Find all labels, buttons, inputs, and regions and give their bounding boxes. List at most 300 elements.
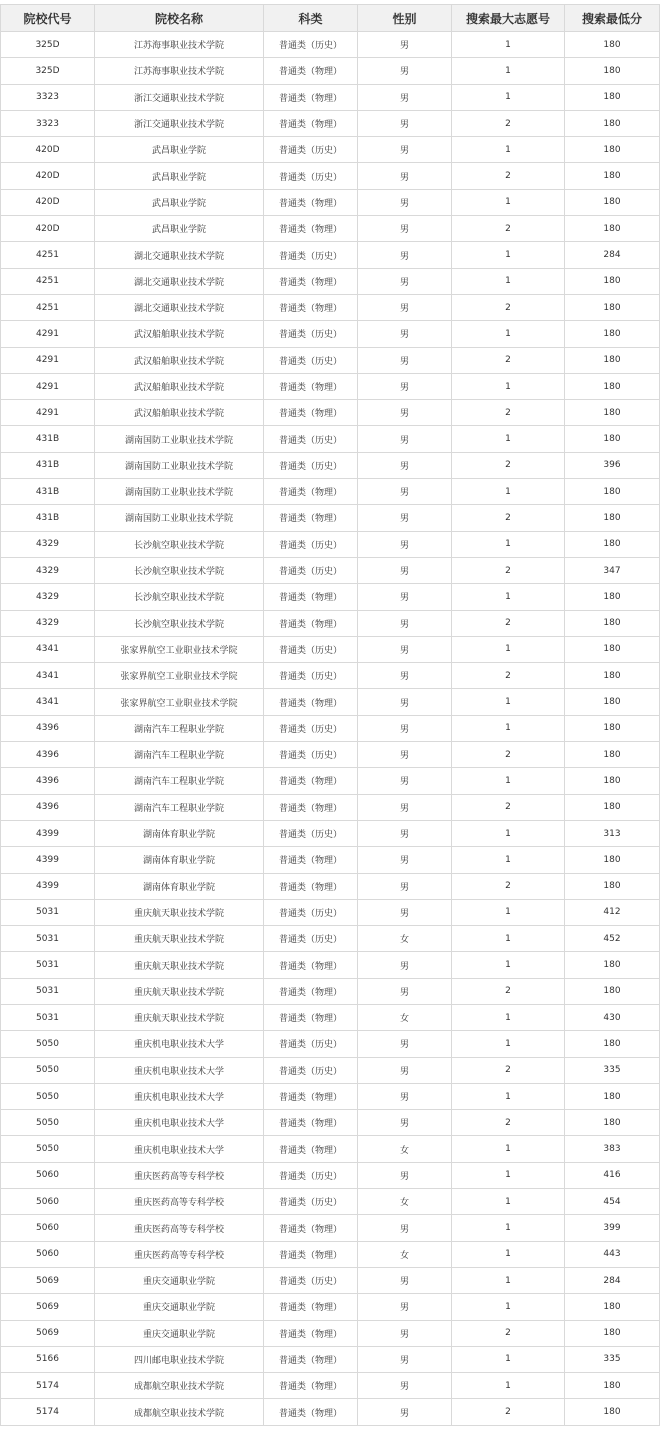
school-name-cell: 湖南国防工业职业技术学院	[95, 426, 264, 452]
gender-cell: 男	[358, 899, 452, 925]
table-header	[1, 5, 660, 32]
subject-category-cell: 普通类（历史）	[264, 663, 358, 689]
min-score-cell: 180	[565, 189, 660, 215]
school-code-cell: 3323	[1, 110, 95, 136]
subject-category-cell: 普通类（历史）	[264, 926, 358, 952]
min-score-cell: 399	[565, 1215, 660, 1241]
school-code-cell: 4329	[1, 584, 95, 610]
school-name-cell: 武汉船舶职业技术学院	[95, 400, 264, 426]
subject-category-cell: 普通类（历史）	[264, 715, 358, 741]
school-name-cell: 重庆机电职业技术大学	[95, 1136, 264, 1162]
table-row	[1, 847, 660, 873]
table-row	[1, 1083, 660, 1109]
gender-cell: 女	[358, 926, 452, 952]
table-body	[1, 32, 660, 1426]
school-code-cell: 5031	[1, 899, 95, 925]
gender-cell: 男	[358, 400, 452, 426]
gender-cell: 男	[358, 742, 452, 768]
gender-cell: 男	[358, 321, 452, 347]
school-name-cell: 张家界航空工业职业技术学院	[95, 689, 264, 715]
max-preference-number-cell: 1	[452, 1031, 565, 1057]
gender-cell: 男	[358, 1346, 452, 1372]
gender-cell: 女	[358, 1004, 452, 1030]
table-row	[1, 978, 660, 1004]
min-score-cell: 180	[565, 110, 660, 136]
school-name-cell: 重庆医药高等专科学校	[95, 1189, 264, 1215]
table-row	[1, 1267, 660, 1293]
max-preference-number-cell: 2	[452, 742, 565, 768]
max-preference-number-cell: 2	[452, 216, 565, 242]
gender-cell: 男	[358, 873, 452, 899]
subject-category-cell: 普通类（历史）	[264, 242, 358, 268]
max-preference-number-cell: 1	[452, 84, 565, 110]
subject-category-cell: 普通类（物理）	[264, 689, 358, 715]
gender-cell: 男	[358, 1320, 452, 1346]
min-score-cell: 180	[565, 689, 660, 715]
subject-category-cell: 普通类（历史）	[264, 137, 358, 163]
max-preference-number-cell: 1	[452, 1004, 565, 1030]
max-preference-number-cell: 1	[452, 1241, 565, 1267]
header-gender: 性别	[358, 5, 452, 32]
school-code-cell: 5050	[1, 1057, 95, 1083]
table-row	[1, 926, 660, 952]
subject-category-cell: 普通类（物理）	[264, 584, 358, 610]
max-preference-number-cell: 1	[452, 189, 565, 215]
table-row	[1, 1110, 660, 1136]
subject-category-cell: 普通类（物理）	[264, 373, 358, 399]
subject-category-cell: 普通类（物理）	[264, 1373, 358, 1399]
school-name-cell: 浙江交通职业技术学院	[95, 84, 264, 110]
min-score-cell: 180	[565, 663, 660, 689]
table-row	[1, 663, 660, 689]
min-score-cell: 180	[565, 1031, 660, 1057]
gender-cell: 男	[358, 847, 452, 873]
subject-category-cell: 普通类（历史）	[264, 163, 358, 189]
school-code-cell: 5050	[1, 1136, 95, 1162]
school-code-cell: 4329	[1, 557, 95, 583]
table-row	[1, 768, 660, 794]
table-row	[1, 373, 660, 399]
table-row	[1, 32, 660, 58]
header-row	[1, 5, 660, 32]
max-preference-number-cell: 2	[452, 978, 565, 1004]
gender-cell: 男	[358, 242, 452, 268]
school-code-cell: 4291	[1, 347, 95, 373]
school-name-cell: 湖北交通职业技术学院	[95, 242, 264, 268]
table-row	[1, 58, 660, 84]
max-preference-number-cell: 1	[452, 820, 565, 846]
gender-cell: 男	[358, 84, 452, 110]
school-code-cell: 4251	[1, 268, 95, 294]
school-code-cell: 5174	[1, 1373, 95, 1399]
max-preference-number-cell: 1	[452, 899, 565, 925]
min-score-cell: 180	[565, 1373, 660, 1399]
school-name-cell: 重庆机电职业技术大学	[95, 1057, 264, 1083]
school-code-cell: 4251	[1, 242, 95, 268]
max-preference-number-cell: 2	[452, 1110, 565, 1136]
subject-category-cell: 普通类（历史）	[264, 820, 358, 846]
table-row	[1, 1162, 660, 1188]
min-score-cell: 180	[565, 610, 660, 636]
school-name-cell: 江苏海事职业技术学院	[95, 58, 264, 84]
min-score-cell: 335	[565, 1346, 660, 1372]
school-name-cell: 重庆航天职业技术学院	[95, 899, 264, 925]
subject-category-cell: 普通类（物理）	[264, 400, 358, 426]
subject-category-cell: 普通类（历史）	[264, 452, 358, 478]
school-code-cell: 4341	[1, 663, 95, 689]
gender-cell: 男	[358, 820, 452, 846]
gender-cell: 男	[358, 137, 452, 163]
school-name-cell: 湖南国防工业职业技术学院	[95, 452, 264, 478]
gender-cell: 男	[358, 294, 452, 320]
table-row	[1, 1241, 660, 1267]
max-preference-number-cell: 2	[452, 294, 565, 320]
table-row	[1, 557, 660, 583]
gender-cell: 男	[358, 1215, 452, 1241]
max-preference-number-cell: 1	[452, 584, 565, 610]
school-name-cell: 重庆机电职业技术大学	[95, 1031, 264, 1057]
min-score-cell: 180	[565, 1294, 660, 1320]
school-code-cell: 4399	[1, 820, 95, 846]
min-score-cell: 180	[565, 768, 660, 794]
table-row	[1, 505, 660, 531]
subject-category-cell: 普通类（物理）	[264, 873, 358, 899]
max-preference-number-cell: 2	[452, 663, 565, 689]
school-name-cell: 武汉船舶职业技术学院	[95, 321, 264, 347]
admission-table	[0, 4, 660, 1426]
school-name-cell: 湖南国防工业职业技术学院	[95, 479, 264, 505]
subject-category-cell: 普通类（物理）	[264, 978, 358, 1004]
school-name-cell: 长沙航空职业技术学院	[95, 557, 264, 583]
table-row	[1, 873, 660, 899]
gender-cell: 男	[358, 794, 452, 820]
min-score-cell: 180	[565, 426, 660, 452]
school-name-cell: 湖南国防工业职业技术学院	[95, 505, 264, 531]
subject-category-cell: 普通类（历史）	[264, 1267, 358, 1293]
school-name-cell: 武昌职业学院	[95, 189, 264, 215]
school-name-cell: 湖南体育职业学院	[95, 873, 264, 899]
max-preference-number-cell: 1	[452, 1189, 565, 1215]
max-preference-number-cell: 2	[452, 557, 565, 583]
max-preference-number-cell: 1	[452, 715, 565, 741]
school-code-cell: 4329	[1, 610, 95, 636]
school-name-cell: 重庆医药高等专科学校	[95, 1162, 264, 1188]
max-preference-number-cell: 1	[452, 768, 565, 794]
subject-category-cell: 普通类（历史）	[264, 1189, 358, 1215]
school-name-cell: 湖南汽车工程职业学院	[95, 742, 264, 768]
gender-cell: 男	[358, 952, 452, 978]
table-row	[1, 1004, 660, 1030]
gender-cell: 男	[358, 689, 452, 715]
school-name-cell: 湖北交通职业技术学院	[95, 294, 264, 320]
gender-cell: 男	[358, 531, 452, 557]
gender-cell: 男	[358, 426, 452, 452]
table-row	[1, 742, 660, 768]
min-score-cell: 180	[565, 347, 660, 373]
table-row	[1, 1215, 660, 1241]
max-preference-number-cell: 1	[452, 1294, 565, 1320]
subject-category-cell: 普通类（物理）	[264, 216, 358, 242]
table-row	[1, 137, 660, 163]
gender-cell: 男	[358, 1373, 452, 1399]
gender-cell: 男	[358, 557, 452, 583]
min-score-cell: 180	[565, 84, 660, 110]
school-code-cell: 431B	[1, 479, 95, 505]
min-score-cell: 180	[565, 1399, 660, 1425]
school-name-cell: 长沙航空职业技术学院	[95, 531, 264, 557]
school-code-cell: 4396	[1, 742, 95, 768]
school-code-cell: 5031	[1, 978, 95, 1004]
gender-cell: 男	[358, 1083, 452, 1109]
subject-category-cell: 普通类（物理）	[264, 794, 358, 820]
table-row	[1, 715, 660, 741]
school-code-cell: 5069	[1, 1294, 95, 1320]
table-row	[1, 1136, 660, 1162]
subject-category-cell: 普通类（物理）	[264, 1294, 358, 1320]
header-min-score: 搜索最低分	[565, 5, 660, 32]
subject-category-cell: 普通类（物理）	[264, 1136, 358, 1162]
table-row	[1, 794, 660, 820]
school-code-cell: 4396	[1, 768, 95, 794]
subject-category-cell: 普通类（物理）	[264, 768, 358, 794]
min-score-cell: 180	[565, 479, 660, 505]
school-code-cell: 5031	[1, 926, 95, 952]
subject-category-cell: 普通类（历史）	[264, 636, 358, 662]
subject-category-cell: 普通类（历史）	[264, 742, 358, 768]
school-name-cell: 成都航空职业技术学院	[95, 1399, 264, 1425]
min-score-cell: 383	[565, 1136, 660, 1162]
max-preference-number-cell: 1	[452, 1267, 565, 1293]
table-row	[1, 1031, 660, 1057]
max-preference-number-cell: 1	[452, 689, 565, 715]
table-row	[1, 1189, 660, 1215]
subject-category-cell: 普通类（物理）	[264, 952, 358, 978]
school-name-cell: 湖南体育职业学院	[95, 847, 264, 873]
school-code-cell: 325D	[1, 32, 95, 58]
school-code-cell: 4399	[1, 847, 95, 873]
min-score-cell: 180	[565, 321, 660, 347]
header-max-preference-number: 搜索最大志愿号	[452, 5, 565, 32]
max-preference-number-cell: 1	[452, 1346, 565, 1372]
subject-category-cell: 普通类（物理）	[264, 1004, 358, 1030]
school-code-cell: 5031	[1, 952, 95, 978]
gender-cell: 男	[358, 978, 452, 1004]
gender-cell: 男	[358, 663, 452, 689]
subject-category-cell: 普通类（物理）	[264, 1083, 358, 1109]
min-score-cell: 412	[565, 899, 660, 925]
table-row	[1, 1399, 660, 1425]
school-name-cell: 重庆医药高等专科学校	[95, 1241, 264, 1267]
school-name-cell: 重庆机电职业技术大学	[95, 1083, 264, 1109]
max-preference-number-cell: 1	[452, 1373, 565, 1399]
table-row	[1, 110, 660, 136]
min-score-cell: 180	[565, 978, 660, 1004]
min-score-cell: 180	[565, 794, 660, 820]
school-name-cell: 武汉船舶职业技术学院	[95, 373, 264, 399]
max-preference-number-cell: 1	[452, 373, 565, 399]
max-preference-number-cell: 2	[452, 400, 565, 426]
school-code-cell: 4329	[1, 531, 95, 557]
gender-cell: 男	[358, 636, 452, 662]
school-code-cell: 5060	[1, 1162, 95, 1188]
gender-cell: 男	[358, 1399, 452, 1425]
subject-category-cell: 普通类（物理）	[264, 505, 358, 531]
min-score-cell: 180	[565, 952, 660, 978]
max-preference-number-cell: 2	[452, 1399, 565, 1425]
school-code-cell: 3323	[1, 84, 95, 110]
max-preference-number-cell: 2	[452, 110, 565, 136]
min-score-cell: 335	[565, 1057, 660, 1083]
max-preference-number-cell: 2	[452, 452, 565, 478]
table-row	[1, 294, 660, 320]
table-row	[1, 216, 660, 242]
max-preference-number-cell: 1	[452, 1136, 565, 1162]
subject-category-cell: 普通类（物理）	[264, 847, 358, 873]
school-name-cell: 重庆交通职业学院	[95, 1294, 264, 1320]
school-code-cell: 4291	[1, 400, 95, 426]
min-score-cell: 180	[565, 373, 660, 399]
gender-cell: 男	[358, 452, 452, 478]
gender-cell: 男	[358, 32, 452, 58]
school-code-cell: 5069	[1, 1320, 95, 1346]
school-name-cell: 成都航空职业技术学院	[95, 1373, 264, 1399]
subject-category-cell: 普通类（历史）	[264, 426, 358, 452]
max-preference-number-cell: 1	[452, 32, 565, 58]
max-preference-number-cell: 1	[452, 321, 565, 347]
subject-category-cell: 普通类（物理）	[264, 189, 358, 215]
max-preference-number-cell: 1	[452, 1083, 565, 1109]
min-score-cell: 180	[565, 847, 660, 873]
school-code-cell: 5174	[1, 1399, 95, 1425]
table-row	[1, 584, 660, 610]
min-score-cell: 180	[565, 873, 660, 899]
gender-cell: 女	[358, 1241, 452, 1267]
min-score-cell: 180	[565, 137, 660, 163]
min-score-cell: 454	[565, 1189, 660, 1215]
max-preference-number-cell: 1	[452, 531, 565, 557]
subject-category-cell: 普通类（历史）	[264, 347, 358, 373]
school-name-cell: 长沙航空职业技术学院	[95, 610, 264, 636]
gender-cell: 男	[358, 610, 452, 636]
school-name-cell: 张家界航空工业职业技术学院	[95, 663, 264, 689]
min-score-cell: 180	[565, 1083, 660, 1109]
table-row	[1, 689, 660, 715]
subject-category-cell: 普通类（历史）	[264, 1162, 358, 1188]
subject-category-cell: 普通类（物理）	[264, 268, 358, 294]
table-row	[1, 1057, 660, 1083]
min-score-cell: 180	[565, 1110, 660, 1136]
max-preference-number-cell: 1	[452, 268, 565, 294]
school-name-cell: 湖南汽车工程职业学院	[95, 715, 264, 741]
school-code-cell: 5050	[1, 1083, 95, 1109]
header-school-code: 院校代号	[1, 5, 95, 32]
table-row	[1, 163, 660, 189]
gender-cell: 男	[358, 715, 452, 741]
school-name-cell: 重庆机电职业技术大学	[95, 1110, 264, 1136]
table-row	[1, 1320, 660, 1346]
table-row	[1, 479, 660, 505]
school-code-cell: 5060	[1, 1215, 95, 1241]
table-row	[1, 820, 660, 846]
school-name-cell: 长沙航空职业技术学院	[95, 584, 264, 610]
table-row	[1, 400, 660, 426]
subject-category-cell: 普通类（物理）	[264, 1399, 358, 1425]
max-preference-number-cell: 1	[452, 1162, 565, 1188]
table-row	[1, 268, 660, 294]
gender-cell: 男	[358, 110, 452, 136]
min-score-cell: 396	[565, 452, 660, 478]
school-name-cell: 武昌职业学院	[95, 216, 264, 242]
header-school-name: 院校名称	[95, 5, 264, 32]
min-score-cell: 416	[565, 1162, 660, 1188]
table-row	[1, 1346, 660, 1372]
max-preference-number-cell: 2	[452, 163, 565, 189]
max-preference-number-cell: 1	[452, 952, 565, 978]
school-name-cell: 湖南汽车工程职业学院	[95, 768, 264, 794]
school-name-cell: 浙江交通职业技术学院	[95, 110, 264, 136]
school-code-cell: 325D	[1, 58, 95, 84]
subject-category-cell: 普通类（历史）	[264, 899, 358, 925]
school-name-cell: 重庆航天职业技术学院	[95, 978, 264, 1004]
school-name-cell: 武汉船舶职业技术学院	[95, 347, 264, 373]
min-score-cell: 347	[565, 557, 660, 583]
min-score-cell: 443	[565, 1241, 660, 1267]
school-name-cell: 武昌职业学院	[95, 137, 264, 163]
max-preference-number-cell: 2	[452, 1057, 565, 1083]
school-code-cell: 5050	[1, 1110, 95, 1136]
school-code-cell: 4291	[1, 373, 95, 399]
gender-cell: 男	[358, 373, 452, 399]
school-code-cell: 420D	[1, 163, 95, 189]
max-preference-number-cell: 1	[452, 242, 565, 268]
table-row	[1, 1373, 660, 1399]
table-row	[1, 242, 660, 268]
max-preference-number-cell: 2	[452, 610, 565, 636]
gender-cell: 男	[358, 768, 452, 794]
gender-cell: 男	[358, 1294, 452, 1320]
min-score-cell: 180	[565, 584, 660, 610]
subject-category-cell: 普通类（物理）	[264, 294, 358, 320]
subject-category-cell: 普通类（历史）	[264, 321, 358, 347]
min-score-cell: 180	[565, 268, 660, 294]
subject-category-cell: 普通类（物理）	[264, 84, 358, 110]
subject-category-cell: 普通类（物理）	[264, 610, 358, 636]
table-row	[1, 189, 660, 215]
school-name-cell: 重庆航天职业技术学院	[95, 1004, 264, 1030]
min-score-cell: 284	[565, 1267, 660, 1293]
school-name-cell: 四川邮电职业技术学院	[95, 1346, 264, 1372]
school-name-cell: 湖南体育职业学院	[95, 820, 264, 846]
subject-category-cell: 普通类（历史）	[264, 557, 358, 583]
min-score-cell: 180	[565, 400, 660, 426]
gender-cell: 男	[358, 347, 452, 373]
max-preference-number-cell: 2	[452, 505, 565, 531]
gender-cell: 男	[358, 1267, 452, 1293]
school-code-cell: 4341	[1, 689, 95, 715]
subject-category-cell: 普通类（历史）	[264, 1057, 358, 1083]
gender-cell: 男	[358, 1162, 452, 1188]
min-score-cell: 180	[565, 216, 660, 242]
max-preference-number-cell: 1	[452, 137, 565, 163]
table-row	[1, 636, 660, 662]
subject-category-cell: 普通类（物理）	[264, 1215, 358, 1241]
table-row	[1, 531, 660, 557]
subject-category-cell: 普通类（物理）	[264, 1110, 358, 1136]
school-code-cell: 420D	[1, 137, 95, 163]
subject-category-cell: 普通类（物理）	[264, 479, 358, 505]
school-code-cell: 5050	[1, 1031, 95, 1057]
max-preference-number-cell: 2	[452, 1320, 565, 1346]
